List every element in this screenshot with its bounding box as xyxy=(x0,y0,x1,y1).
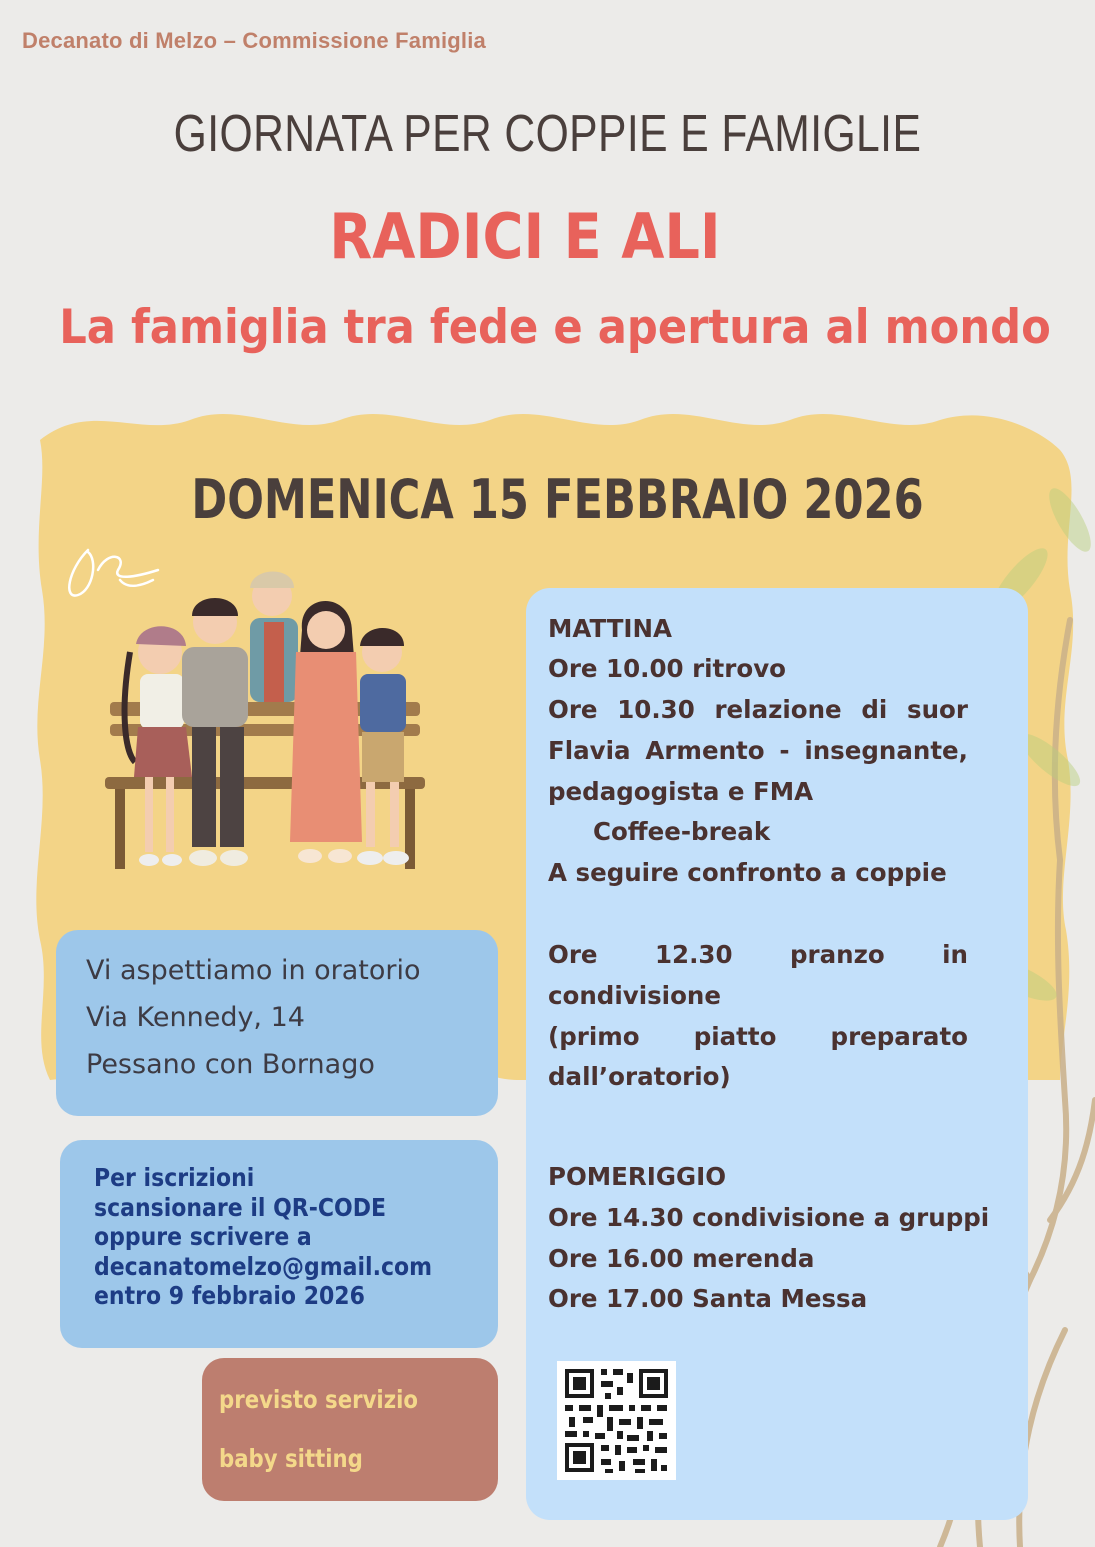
registration-text xyxy=(94,1163,446,1311)
program-word: relazione xyxy=(714,695,842,724)
program-item: condivisione xyxy=(548,981,721,1010)
event-headline: GIORNATA PER COPPIE E FAMIGLIE xyxy=(173,105,922,163)
program-item xyxy=(548,940,968,969)
program-word: 12.30 xyxy=(655,940,733,969)
afternoon-heading: POMERIGGIO xyxy=(548,1162,727,1191)
program-word: suor xyxy=(907,695,968,724)
program-word: preparato xyxy=(830,1022,968,1051)
program-word: Flavia xyxy=(548,736,631,765)
program-word: - xyxy=(779,736,790,765)
event-subtitle: La famiglia tra fede e apertura al mondo xyxy=(59,300,1051,355)
location-line-1: Vi aspettiamo in oratorio xyxy=(86,955,421,986)
babysitting-line-2: baby sitting xyxy=(219,1444,363,1473)
organizer-label: Decanato di Melzo – Commissione Famiglia xyxy=(22,28,486,53)
program-word: in xyxy=(942,940,968,969)
program-word: Ore xyxy=(548,695,598,724)
registration-deadline: entro 9 febbraio 2026 xyxy=(94,1281,365,1310)
event-title: RADICI E ALI xyxy=(329,200,721,273)
registration-line-2: scansionare il QR-CODE xyxy=(94,1192,386,1222)
program-item xyxy=(548,1022,968,1051)
program-word: Armento xyxy=(645,736,765,765)
location-line-3: Pessano con Bornago xyxy=(86,1049,375,1080)
program-item: Ore 10.00 ritrovo xyxy=(548,654,786,683)
family-illustration xyxy=(100,552,430,892)
location-line-2: Via Kennedy, 14 xyxy=(86,1002,305,1033)
morning-heading: MATTINA xyxy=(548,614,673,643)
program-word: 10.30 xyxy=(617,695,695,724)
program-item: pedagogista e FMA xyxy=(548,777,814,806)
qr-code-icon[interactable] xyxy=(557,1361,676,1480)
babysitting-line-1: previsto servizio xyxy=(219,1385,418,1414)
event-date: DOMENICA 15 FEBBRAIO 2026 xyxy=(191,468,924,531)
program-item: A seguire confronto a coppie xyxy=(548,858,947,887)
program-word: di xyxy=(861,695,888,724)
program-word: insegnante, xyxy=(804,736,968,765)
registration-email[interactable]: decanatomelzo@gmail.com xyxy=(94,1251,433,1281)
program-word: pranzo xyxy=(789,940,885,969)
registration-line-1: Per iscrizioni xyxy=(94,1163,255,1192)
program-item xyxy=(548,736,968,765)
program-item: Coffee-break xyxy=(593,817,771,846)
program-item: dall’oratorio) xyxy=(548,1062,731,1091)
program-word: Ore xyxy=(548,940,598,969)
babysitting-box xyxy=(202,1358,498,1501)
program-item xyxy=(548,695,968,724)
registration-line-3: oppure scrivere a xyxy=(94,1222,312,1251)
program-word: (primo xyxy=(548,1022,640,1051)
program-item: Ore 14.30 condivisione a gruppi xyxy=(548,1203,990,1232)
program-item: Ore 16.00 merenda xyxy=(548,1244,815,1273)
program-word: piatto xyxy=(693,1022,777,1051)
program-item: Ore 17.00 Santa Messa xyxy=(548,1284,868,1313)
